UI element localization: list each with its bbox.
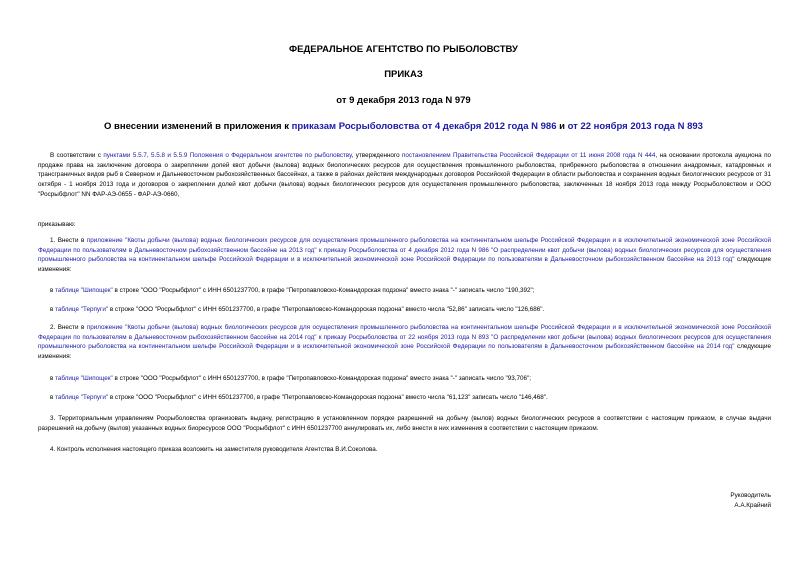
item-1b-table-link[interactable]: таблице "Терпуги" [55, 306, 109, 313]
item-1-paragraph [38, 236, 771, 275]
item-4-paragraph: 4. Контроль исполнения настоящего приказа возложить на заместителя руководителя Агентства В.И.Соколова. [50, 446, 378, 453]
item-2b-table-link[interactable]: таблице "Терпуги" [55, 394, 109, 401]
item-2b-text: в строке "ООО "Росрыбфлот" с ИНН 6501237700, в графе "Петропавловско-Командорская подзона" вместо числа "61,123" записать число "146,468". [108, 394, 548, 401]
item-1a-text: в строке "ООО "Росрыбфлот" с ИНН 6501237700, в графе "Петропавловско-Командорская подзона" вместо знака "-" записать число "190,392"; [112, 287, 535, 294]
item-1b-pre: в [50, 306, 56, 313]
item-2a-table-link[interactable]: таблице "Шипощек" [55, 375, 113, 382]
item-2-change-a [38, 374, 771, 384]
item-1-text-1: 1. Внести в [50, 237, 87, 244]
item-2-text-2: следующие изменения: [38, 343, 771, 361]
document-date-number: от 9 декабря 2013 года N 979 [336, 95, 471, 106]
item-1a-table-link[interactable]: таблице "Шипощек" [55, 287, 113, 294]
document-type: ПРИКАЗ [384, 69, 423, 80]
item-1a-pre: в [50, 287, 56, 294]
document-title [0, 121, 807, 132]
title-prefix: О внесении изменений в приложения к [104, 121, 292, 132]
item-2-appendix-link[interactable]: приложение "Квоты добычи (вылова) водных биологических ресурсов для осуществления промышленного рыболовства на континентальном шельфе Российской Федерации и в исключительной экономической зоне Российской Федерации по пользователям в Дальневосточном рыбохозяйственном бассейне на 2014 год" к приказу Росрыболовства от 22 ноября 2013 года N 893 "О распределении квот добычи (вылова) водных биологических ресурсов для осуществления промышленного рыболовства на континентальном шельфе Российской Федерации и в исключительной экономической зоне Российской Федерации по пользователям в Дальневосточном рыбохозяйственном бассейне на 2014 год" [38, 324, 771, 351]
item-1-text-2: следующие изменения: [38, 256, 771, 274]
item-1b-text: в строке "ООО "Росрыбфлот" с ИНН 6501237700, в графе "Петропавловско-Командорская подзона" вместо числа "52,86" записать число "126,686". [108, 306, 545, 313]
item-2b-pre: в [50, 394, 56, 401]
item-2a-text: в строке "ООО "Росрыбфлот" с ИНН 6501237700, в графе "Петропавловско-Командорская подзона" вместо знака "-" записать число "93,706"; [112, 375, 531, 382]
title-link-order-986[interactable]: приказам Росрыболовства от 4 декабря 2012 года N 986 [291, 121, 557, 132]
item-2a-pre: в [50, 375, 56, 382]
item-1-change-b [38, 305, 771, 315]
signature-role: Руководитель [730, 492, 771, 499]
agency-heading: ФЕДЕРАЛЬНОЕ АГЕНТСТВО ПО РЫБОЛОВСТВУ [289, 44, 518, 55]
item-3-paragraph: 3. Территориальным управлениям Росрыболовства организовать выдачу, регистрацию в установленном порядке разрешений на добычу (вылов) водных биологических ресурсов в соответствии с настоящим приказом, в случае выдачи разрешений на добычу (вылов) указанных водных биоресурсов ООО "Росрыбфлот" с ИНН 6501237700 аннулировать их, либо внести в них изменения в соответствии с настоящим приказом. [38, 415, 771, 432]
preamble-text-3: , на основании протокола аукциона по продаже права на заключение договора о закреплении долей квот добычи (вылова) водных биологических ресурсов для осуществления промышленного рыболовства, прибрежного рыболовства в отношении анадромных, катадромных и трансграничных видов рыб в Северном и Дальневосточном рыбохозяйственных бассейнах, а также в районах действия международных договоров Российской Федерации в области рыболовства и сохранения водных биологических ресурсов от 31 октября - 1 ноября 2013 года и договоров о закреплении долей квот добычи (вылова) водных биологических ресурсов для осуществления промышленного рыболовства, заключенных 18 ноября 2013 года между Росрыболовством и ООО "Росрыбфлот" NN ФАР-АЭ-0655 - ФАР-АЭ-0660, [38, 152, 771, 198]
order-intro: приказываю: [38, 221, 76, 228]
preamble-text-2: , утвержденного [351, 152, 403, 159]
title-and: и [556, 121, 568, 132]
item-1-appendix-link[interactable]: приложение "Квоты добычи (вылова) водных биологических ресурсов для осуществления промышленного рыболовства на континентальном шельфе Российской Федерации и в исключительной экономической зоне Российской Федерации по пользователям в Дальневосточном рыбохозяйственном бассейне на 2013 год" к приказу Росрыболовства от 4 декабря 2012 года N 986 "О распределении квот добычи (вылова) водных биологических ресурсов для осуществления промышленного рыболовства на континентальном шельфе Российской Федерации и в исключительной экономической зоне Российской Федерации по пользователям в Дальневосточном рыбохозяйственном бассейне на 2013 год" [38, 237, 771, 264]
preamble-link-regulation[interactable]: пунктами 5.5.7, 5.5.8 и 5.5.9 Положения о Федеральном агентстве по рыболовству [103, 152, 352, 159]
title-link-order-893[interactable]: от 22 ноября 2013 года N 893 [567, 121, 703, 132]
item-2-paragraph [38, 323, 771, 362]
item-2-text-1: 2. Внести в [50, 324, 87, 331]
item-1-change-a [38, 286, 771, 296]
preamble-paragraph [38, 151, 771, 200]
preamble-link-resolution[interactable]: постановлением Правительства Российской Федерации от 11 июня 2008 года N 444 [402, 152, 656, 159]
signature-name: А.А.Крайний [734, 501, 771, 509]
item-2-change-b [38, 393, 771, 403]
preamble-text-1: В соответствии с [50, 152, 104, 159]
signature-block [730, 491, 771, 510]
